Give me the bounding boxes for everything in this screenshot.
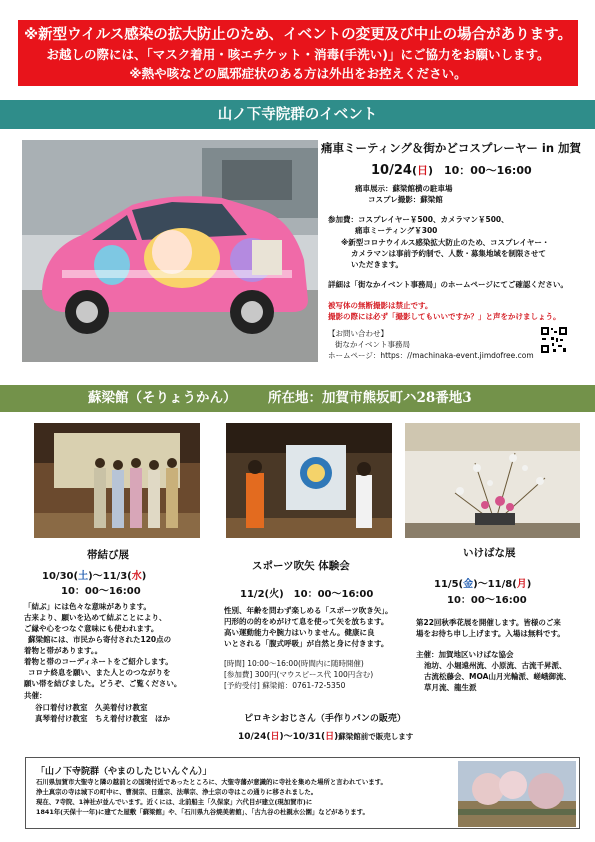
event-detail-info: 詳細は「街なかイベント事務局」のホームページにてご確認ください。 (328, 280, 568, 289)
contact-heading: 【お問い合わせ】 (328, 329, 388, 338)
obi-desc-4: 蘇梁館には、市民から寄付された120点の (28, 635, 172, 644)
temple-info-line-3: 現在、7寺院、1神社が並んでいます。近くには、北前船主「久保家」六代目が建立(現加賀市)に (36, 798, 313, 806)
sports-desc-2: 円形的の的をめがけて息を使って矢を放ちます。 (224, 617, 389, 626)
temple-info-box (25, 757, 580, 829)
obi-desc-6: 着物と帯のコーディネートをご紹介します。 (24, 657, 173, 666)
sports-fukiya-photo (226, 423, 392, 538)
sports-title: スポーツ吹矢 体験会 (252, 560, 350, 572)
obi-cohost-label: 共催： (24, 691, 47, 700)
event-detail-note-2: カメラマンは事前予約制で、人数・募集地域を制限させて (351, 249, 546, 258)
obi-cohost-1: 谷口着付け教室 久美着付け教室 (35, 703, 148, 712)
venue-section-header (0, 385, 595, 412)
event-detail-venue-1: 痛車展示：蘇梁館横の駐車場 (355, 184, 453, 193)
ikebana-desc-1: 第22回秋季花展を開催します。皆様のご来 (416, 618, 561, 627)
event-title: 痛車ミーティング＆街かどコスプレーヤー in 加賀 (321, 141, 582, 155)
obi-exhibition-photo (34, 423, 200, 538)
ikebana-photo (405, 423, 580, 538)
qr-code-icon[interactable] (540, 326, 568, 354)
contact-office: 街なかイベント事務局 (335, 340, 410, 349)
event-detail-fee-2: 痛車ミーティング￥300 (355, 226, 438, 235)
warning-line-2: お越しの際には、「マスク着用・咳エチケット・消毒(手洗い)」にご協力をお願いします。 (46, 47, 550, 62)
sports-date: 11/2(火) 10：00〜16:00 (240, 589, 374, 600)
photo-notice-1: 被写体の無断撮影は禁止です。 (328, 301, 433, 310)
event-section-header: 山ノ下寺院群のイベント (0, 100, 595, 129)
temple-garden-photo (458, 761, 576, 827)
ikebana-time: 10：00〜16:00 (447, 595, 527, 606)
obi-desc-7: コロナ終息を願い、また人とのつながりを (28, 668, 171, 677)
ikebana-desc-2: 場をお待ち申し上げます。入場は無料です。 (416, 629, 565, 638)
ikebana-date: 11/5(金)〜11/8(月) (434, 579, 532, 590)
bread-date: 10/24(日)〜10/31(日)蘇梁館前で販売します (238, 732, 414, 742)
obi-desc-5: 着物と帯があります。。 (24, 646, 103, 655)
venue-address: 所在地：加賀市熊坂町ハ28番地3 (268, 390, 472, 406)
event-detail-note-1: ※新型コロナウイルス感染拡大防止のため、コスプレイヤー・ (341, 238, 550, 247)
warning-line-3: ※熱や咳などの風邪症状のある方は外出をお控えください。 (129, 66, 467, 81)
contact-homepage[interactable]: ホームページ：https：//machinaka-event.jimdofree.com (328, 351, 534, 360)
event-detail-note-3: いただきます。 (351, 260, 403, 269)
itasha-car-photo (22, 140, 318, 362)
event-detail-venue-2: コスプレ撮影：蘇梁館 (368, 195, 443, 204)
sports-desc-3: 高い運動能力や腕力はいりません。健康に良 (224, 628, 375, 637)
ikebana-host: 主催：加賀地区いけばな協会 (416, 650, 514, 659)
temple-info-line-4: 1841年(天保十一年)に建てた屋敷「蘇梁館」や、「石川県九谷焼美術館」、「古九谷の杜親水公園」などがあります。 (36, 808, 369, 816)
ikebana-schools-3: 草月流、龍生派 (424, 683, 477, 692)
warning-line-1: ※新型ウイルス感染の拡大防止のため、イベントの変更及び中止の場合があります。 (24, 27, 572, 43)
event-date: 10/24(日) 10：00〜16:00 (371, 163, 532, 178)
obi-desc-3: ご縁や心をつなぐ意味にも使われます。 (24, 624, 159, 633)
sports-reservation: [予約受付] 蘇梁館：0761-72-5350 (224, 681, 346, 690)
sports-desc-1: 性別、年齢を問わず楽しめる「スポーツ吹き矢」。 (224, 606, 393, 615)
sports-fee: [参加費] 300円(マウスピース代 100円含む) (224, 670, 374, 679)
obi-desc-8: 願い帯を結びました。どうぞ、ご覧ください。 (24, 679, 182, 688)
warning-banner (18, 20, 578, 86)
sports-hours: [時間] 10:00〜16:00(時間内に随時開催) (224, 659, 364, 668)
sports-desc-4: いとされる「腹式呼吸」が自然と身に付きます。 (224, 639, 389, 648)
venue-name: 蘇梁館（そりょうかん） (88, 390, 237, 406)
temple-info-line-2: 浄土真宗の寺は城下の町中に、曹洞宗、日蓮宗、法華宗、浄土宗の寺はこの通りに移されました。 (36, 788, 318, 796)
ikebana-schools-1: 池坊、小堀遠州流、小原流、古流千昇派、 (424, 661, 567, 670)
obi-title: 帯結び展 (87, 549, 129, 561)
bread-title: ピロキシおじさん（手作りパンの販売） (244, 714, 406, 724)
obi-cohost-2: 真琴着付け教室 ちえ着付け教室 ほか (35, 714, 170, 723)
temple-info-line-1: 石川県加賀市大聖寺と隣の越前との国境付近であったところに、大聖寺藩が意識的に寺社を集めた場所と言われています。 (36, 778, 387, 786)
event-detail-fee-1: 参加費：コスプレイヤー￥500、カメラマン￥500、 (328, 215, 509, 224)
obi-desc-2: 古来より、願いを込めて結ぶことにより、 (24, 613, 167, 622)
ikebana-title: いけばな展 (463, 547, 516, 559)
obi-desc-1: 「結ぶ」には色々な意味があります。 (24, 602, 151, 611)
temple-info-title: 「山ノ下寺院群（やまのしたじいんぐん）」 (36, 767, 212, 777)
obi-date: 10/30(土)〜11/3(水) (42, 571, 147, 582)
photo-notice-2: 撮影の際には必ず「撮影してもいいですか？」と声をかけましょう。 (328, 312, 561, 321)
obi-time: 10：00〜16:00 (61, 586, 141, 597)
ikebana-schools-2: 古流松藤会、MOA山月光輪派、嵯峨御流、 (424, 672, 571, 681)
